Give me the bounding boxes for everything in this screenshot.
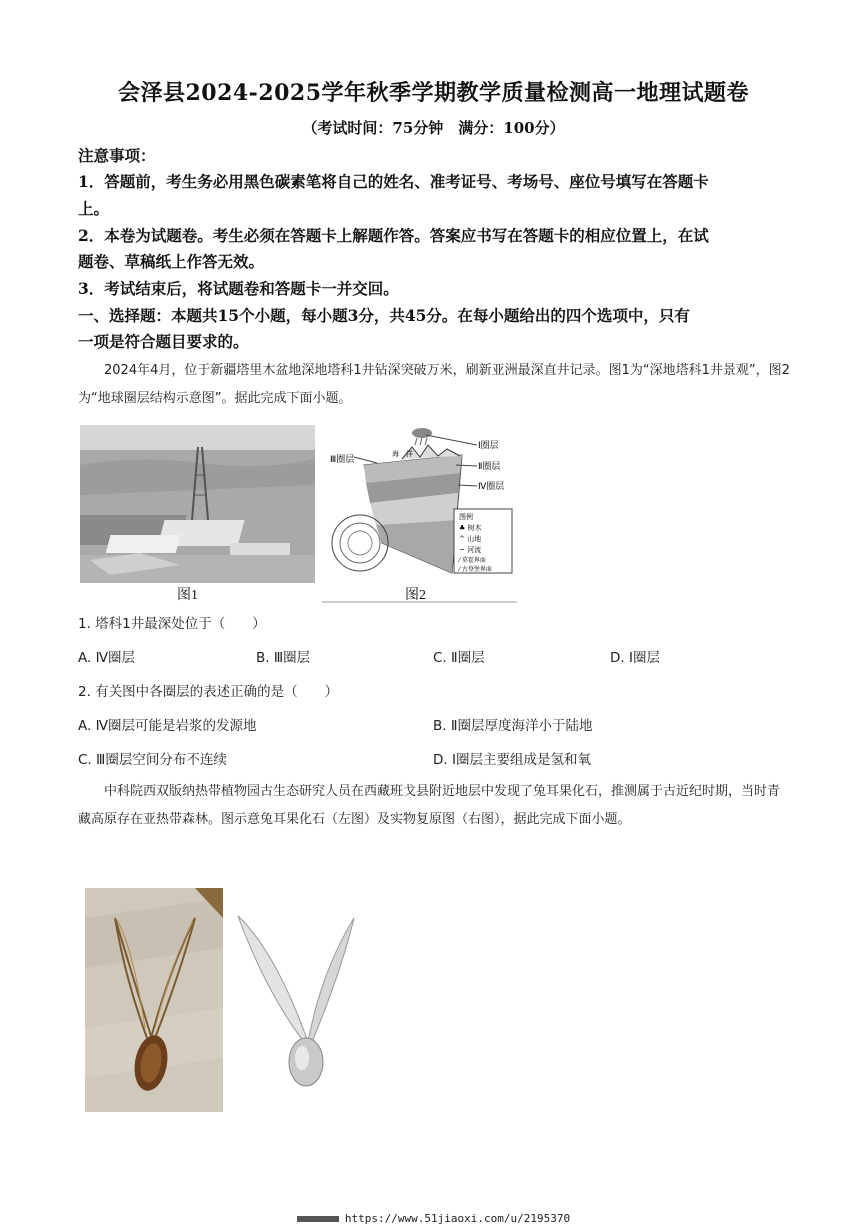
exam-info: （考试时间：75分钟 满分：100分） bbox=[302, 119, 565, 137]
passage-2: 中科院西双版纳热带植物园古生态研究人员在西藏班戈县附近地层中发现了兔耳果化石，推测属于古近纪时期，当时青藏高原存在亚热带森林。图示意兔耳果化石（左图）及实物复原图（右图），据此完成下面小题。 bbox=[78, 784, 781, 827]
figure-1-photo bbox=[80, 425, 315, 583]
question-2-option-b[interactable]: B. Ⅱ圈层厚度海洋小于陆地 bbox=[433, 718, 593, 734]
question-1-stem: 1. 塔科1井最深处位于（ ） bbox=[78, 616, 266, 632]
page-title: 会泽县2024-2025学年秋季学期教学质量检测高一地理试题卷 bbox=[117, 80, 750, 106]
figure-2-caption: 图2 bbox=[405, 588, 426, 603]
layer-2-label: Ⅱ圈层 bbox=[478, 462, 501, 472]
question-1-option-c[interactable]: C. Ⅱ圈层 bbox=[433, 650, 485, 666]
ocean-label: 海 洋 bbox=[392, 450, 413, 458]
legend-title: 图例 bbox=[459, 513, 473, 521]
fossil-image bbox=[85, 888, 223, 1112]
legend-boundary-1: ⁄ 莫霍界面 bbox=[459, 557, 486, 564]
fruit-reconstruction-drawing bbox=[236, 912, 356, 1092]
legend-tree: ♣ 树木 bbox=[459, 524, 482, 532]
question-2-option-a[interactable]: A. Ⅳ圈层可能是岩浆的发源地 bbox=[78, 718, 257, 734]
footer-url[interactable]: https://www.51jiaoxi.com/u/2195370 bbox=[0, 1212, 867, 1225]
section-heading: 一、选择题：本题共15个小题，每小题3分，共45分。在每小题给出的四个选项中，只有 bbox=[78, 306, 690, 325]
notice-item-1-cont: 上。 bbox=[78, 199, 110, 218]
question-1-option-b[interactable]: B. Ⅲ圈层 bbox=[256, 650, 311, 666]
question-1-option-a[interactable]: A. Ⅳ圈层 bbox=[78, 650, 136, 666]
question-2-option-c[interactable]: C. Ⅲ圈层空间分布不连续 bbox=[78, 752, 227, 768]
passage-1: 2024年4月，位于新疆塔里木盆地深地塔科1井钻深突破万米，刷新亚洲最深直井记录。图1为“深地塔科1井景观”，图2为“地球圈层结构示意图”。据此完成下面小题。 bbox=[78, 363, 790, 406]
figure-2-diagram bbox=[322, 425, 517, 603]
notice-item-1: 1．答题前，考生务必用黑色碳素笔将自己的姓名、准考证号、考场号、座位号填写在答题卡 bbox=[78, 172, 709, 191]
notice-item-3: 3．考试结束后，将试题卷和答题卡一并交回。 bbox=[78, 279, 399, 298]
fossil-photo bbox=[85, 888, 223, 1112]
reconstruction-image bbox=[236, 912, 356, 1092]
question-1-option-d[interactable]: D. Ⅰ圈层 bbox=[610, 650, 660, 666]
layer-1-label: Ⅰ圈层 bbox=[478, 441, 499, 451]
layer-3-label: Ⅲ圈层 bbox=[330, 455, 355, 465]
earth-sphere-diagram bbox=[322, 425, 517, 603]
legend-boundary-2: ⁄ 古登堡界面 bbox=[459, 566, 492, 573]
question-2-option-d[interactable]: D. Ⅰ圈层主要组成是氢和氧 bbox=[433, 752, 591, 768]
legend-river: ~ 河流 bbox=[459, 546, 482, 554]
question-2-stem: 2. 有关图中各圈层的表述正确的是（ ） bbox=[78, 684, 339, 700]
notice-item-2: 2．本卷为试题卷。考生必须在答题卡上解题作答。答案应书写在答题卡的相应位置上，在试 bbox=[78, 226, 709, 245]
section-heading-cont: 一项是符合题目要求的。 bbox=[78, 332, 249, 351]
notice-heading: 注意事项： bbox=[78, 146, 156, 165]
legend-mountain: ^ 山地 bbox=[459, 535, 482, 543]
layer-4-label: Ⅳ圈层 bbox=[478, 482, 505, 492]
figure-1-caption: 图1 bbox=[177, 588, 198, 603]
notice-item-2-cont: 题卷、草稿纸上作答无效。 bbox=[78, 252, 265, 271]
watermark-logo bbox=[297, 1216, 339, 1222]
drilling-site-image bbox=[80, 425, 315, 583]
